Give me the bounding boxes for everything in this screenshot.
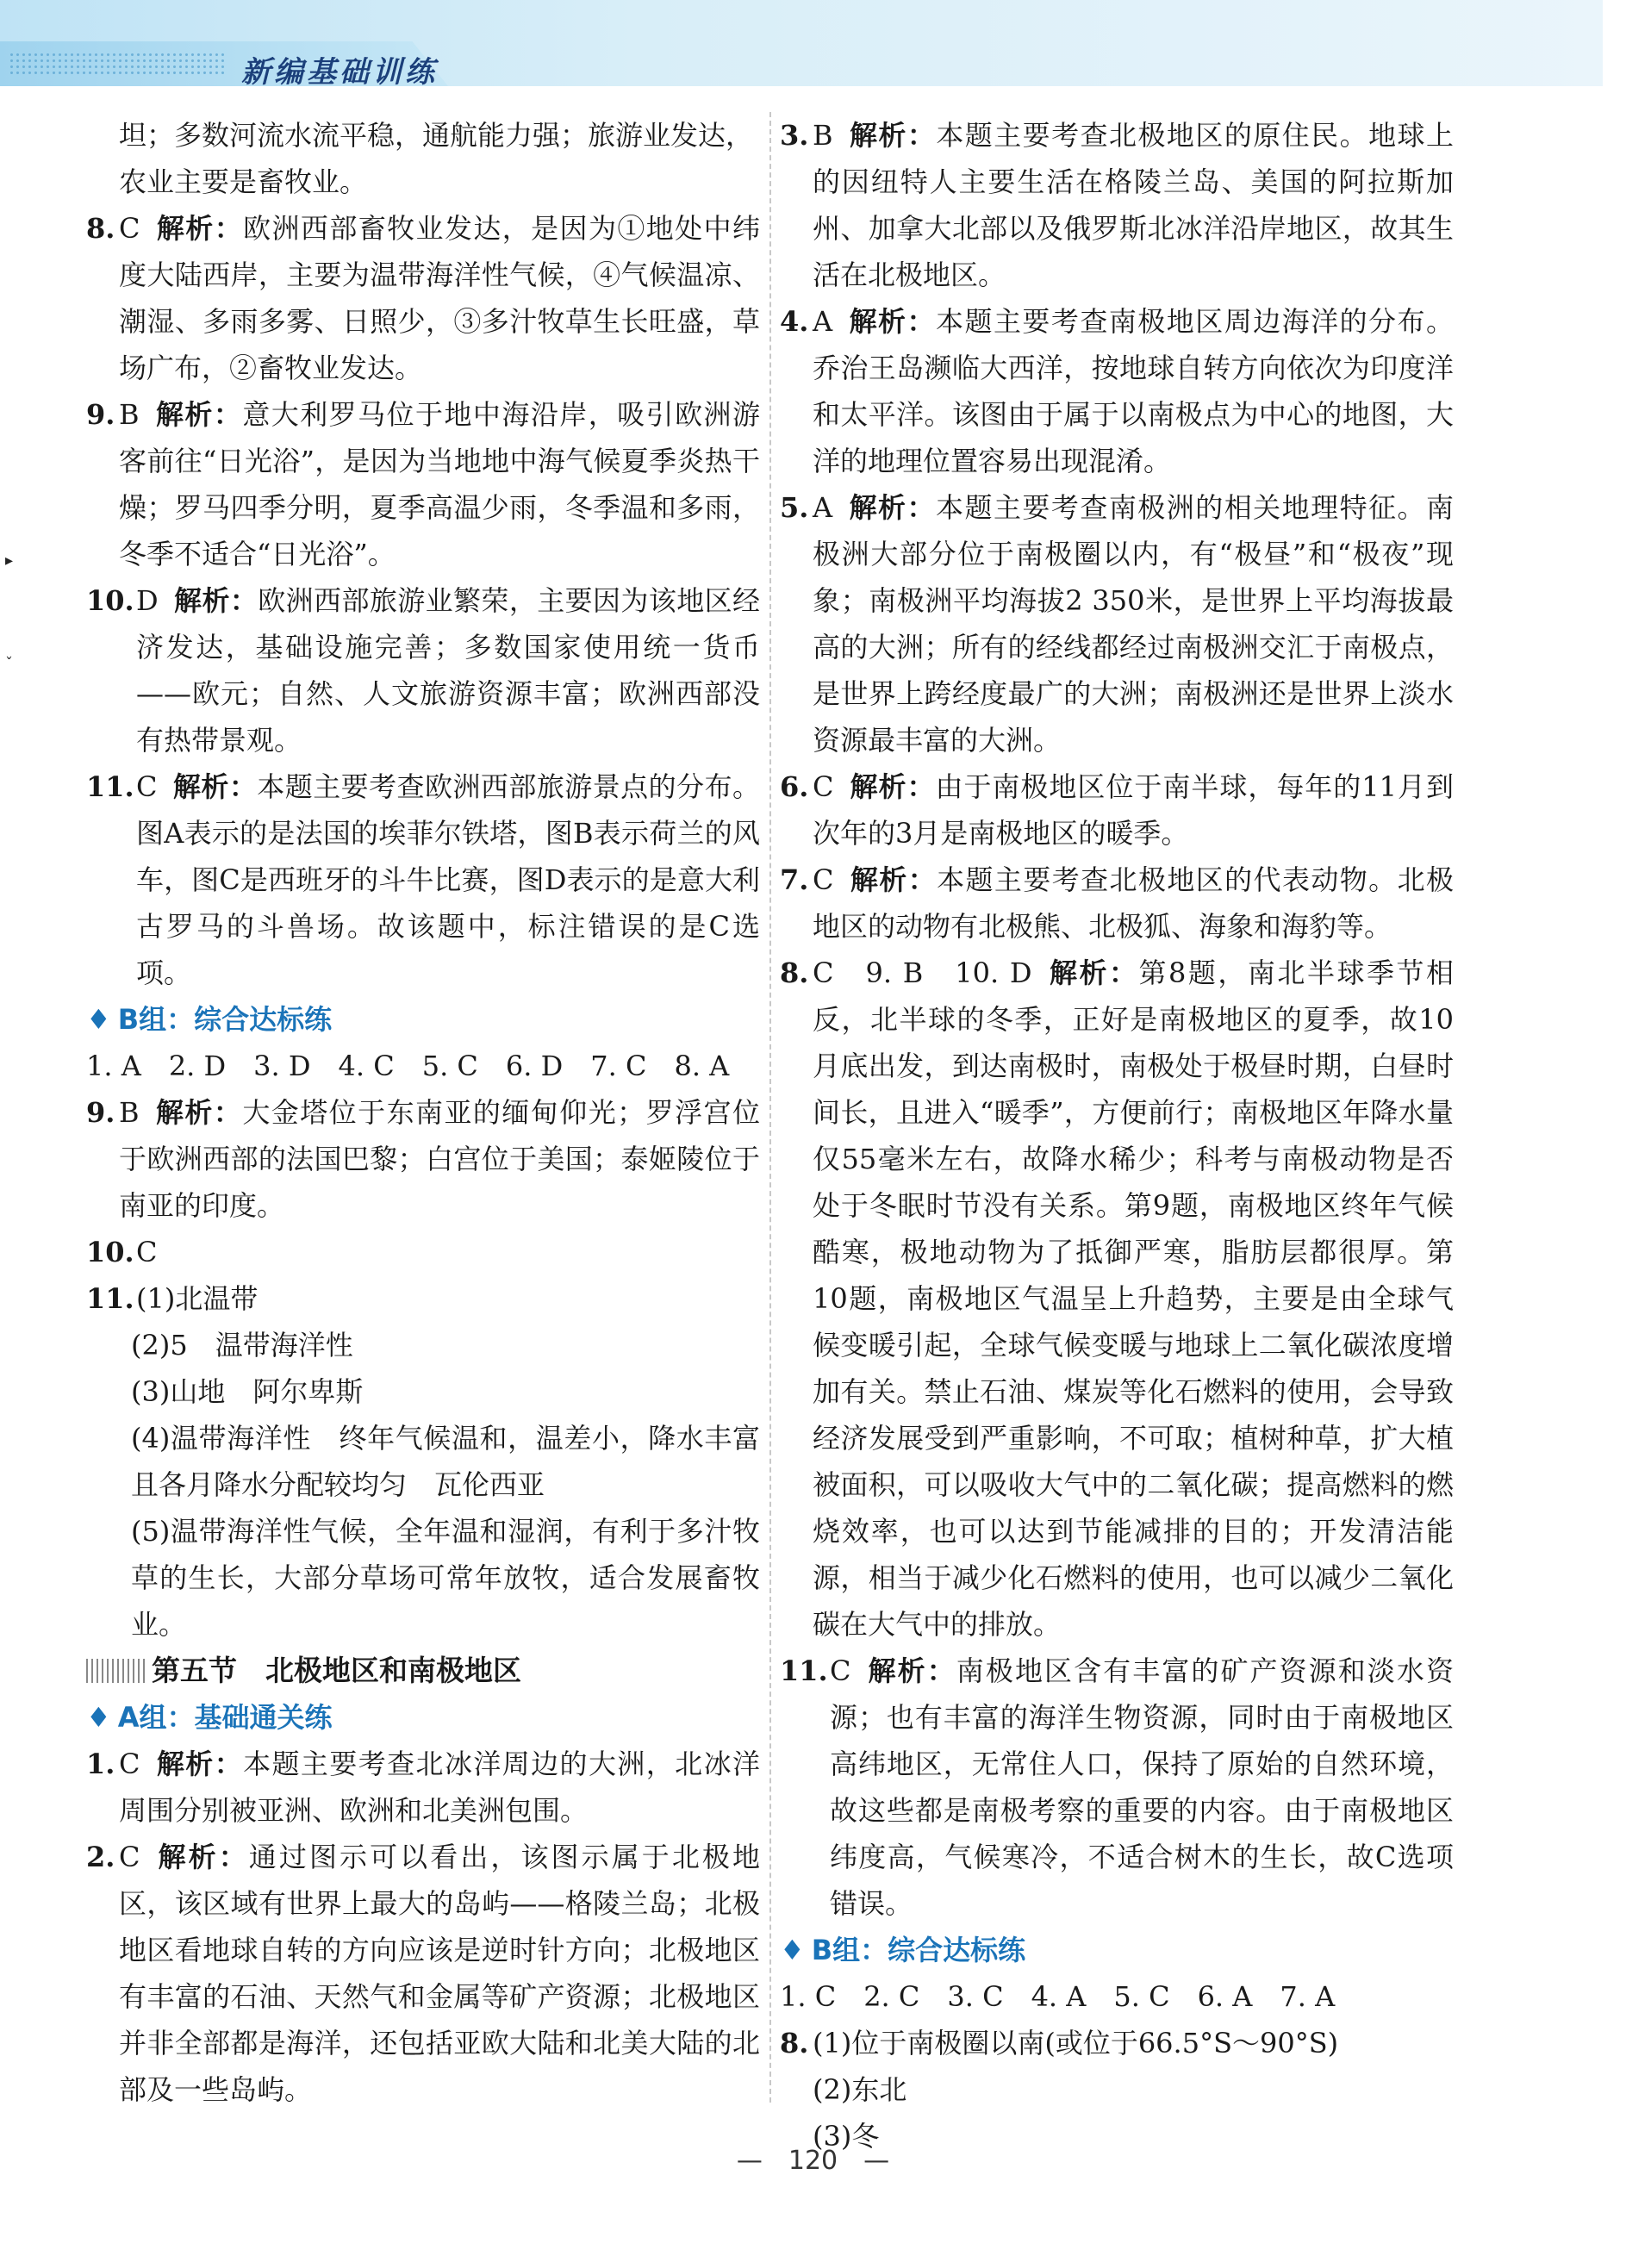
analysis-label: 解析：	[154, 1096, 243, 1129]
group-a-heading: ♦ A组：基础通关练	[86, 1701, 333, 1734]
analysis-label: 解析：	[1047, 956, 1139, 989]
answer-entry-a1	[86, 1741, 760, 1834]
sub-answer: (3)山地 阿尔卑斯	[131, 1375, 364, 1408]
answer-choice: B	[813, 119, 833, 152]
sub-answer: (5)温带海洋性气候，全年温和湿润，有利于多汁牧草的生长，大部分草场可常年放牧，适合发展畜牧业。	[131, 1515, 760, 1641]
answer-entry-4	[780, 298, 1454, 484]
analysis-text: 欧洲西部畜牧业发达，是因为①地处中纬度大陆西岸，主要为温带海洋性气候，④气候温凉、潮湿、多雨多雾、日照少，③多汁牧草生长旺盛，草场广布，②畜牧业发达。	[119, 212, 760, 384]
analysis-text: 本题主要考查北冰洋周边的大洲，北冰洋周围分别被亚洲、欧洲和北美洲包围。	[119, 1748, 760, 1827]
diamond-icon: ♦	[780, 1934, 805, 1966]
question-number: 11.	[86, 770, 134, 803]
sub-answer: (2)5 温带海洋性	[131, 1329, 353, 1361]
answer-choice: C	[119, 1748, 140, 1780]
question-number: 5.	[780, 491, 809, 524]
diamond-icon: ♦	[86, 1003, 111, 1036]
quick-answers: 1. C 2. C 3. C 4. A 5. C 6. A 7. A	[780, 1980, 1336, 2013]
right-column	[780, 112, 1454, 2159]
answer-choice: C	[813, 863, 834, 896]
sub-answer: (1)北温带	[136, 1282, 259, 1315]
question-number: 8.	[780, 956, 809, 989]
margin-mark: ▸	[5, 551, 14, 570]
analysis-label: 解析：	[848, 305, 936, 338]
answer-choice: C	[136, 770, 158, 803]
answer-entry-b11	[86, 1275, 760, 1322]
answer-entry-a2	[86, 1834, 760, 2113]
page-dash: —	[838, 2146, 890, 2176]
answer-entry-10	[86, 577, 760, 763]
analysis-text: 本题主要考查北极地区的原住民。地球上的因纽特人主要生活在格陵兰岛、美国的阿拉斯加州、加拿大北部以及俄罗斯北冰洋沿岸地区，故其生活在北极地区。	[813, 119, 1454, 291]
page-dash: —	[736, 2146, 788, 2176]
column-divider	[769, 112, 771, 2103]
sub-answer: (4)温带海洋性 终年气候温和，温差小，降水丰富且各月降水分配较均匀 瓦伦西亚	[131, 1422, 760, 1501]
analysis-label: 解析：	[155, 1841, 249, 1873]
question-number: 2.	[86, 1841, 115, 1873]
answer-choice: C	[136, 1236, 158, 1268]
question-number: 4.	[780, 305, 809, 338]
analysis-label: 解析：	[154, 398, 243, 431]
analysis-text: 欧洲西部旅游业繁荣，主要因为该地区经济发达，基础设施完善；多数国家使用统一货币——欧元；自然、人文旅游资源丰富；欧洲西部没有热带景观。	[136, 584, 760, 757]
analysis-text: 本题主要考查北极地区的代表动物。北极地区的动物有北极熊、北极狐、海象和海豹等。	[813, 863, 1454, 943]
analysis-text: 本题主要考查欧洲西部旅游景点的分布。图A表示的是法国的埃菲尔铁塔，图B表示荷兰的风车，图C是西班牙的斗牛比赛，图D表示的是意大利古罗马的斗兽场。故该题中，标注错误的是C选项。	[136, 770, 760, 989]
answer-choice: A	[813, 305, 833, 338]
answer-choice: C	[830, 1654, 851, 1687]
header-dots-decoration	[9, 52, 224, 76]
question-number: 9.	[86, 1096, 115, 1129]
answer-choice: C	[119, 1841, 140, 1873]
answer-entry-8	[86, 205, 760, 391]
margin-mark: ˇ	[5, 655, 13, 673]
analysis-label: 解析：	[172, 770, 258, 803]
analysis-label: 解析：	[849, 863, 938, 896]
answer-choice: A	[813, 491, 833, 524]
answer-choice: C 9. B 10. D	[813, 956, 1032, 989]
question-number: 11.	[86, 1282, 134, 1315]
analysis-label: 解析：	[866, 1654, 956, 1687]
analysis-text: 通过图示可以看出，该图示属于北极地区，该区域有世界上最大的岛屿——格陵兰岛；北极地区看地球自转的方向应该是逆时针方向；北极地区有丰富的石油、天然气和金属等矿产资源；北极地区并非全部都是海洋，还包括亚欧大陆和北美大陆的北部及一些岛屿。	[119, 1841, 760, 2106]
diamond-icon: ♦	[86, 1701, 111, 1734]
analysis-label: 解析：	[155, 212, 244, 245]
book-series-title: 新编基础训练	[241, 55, 438, 90]
answer-choice: C	[119, 212, 140, 245]
answer-entry-7	[780, 857, 1454, 950]
answer-entry-9	[86, 391, 760, 577]
continued-text: 坦；多数河流水流平稳，通航能力强；旅游业发达，农业主要是畜牧业。	[119, 119, 754, 198]
answer-entry-6	[780, 763, 1454, 857]
analysis-text: 第8题，南北半球季节相反，北半球的冬季，正好是南极地区的夏季，故10月底出发，到达南极时，南极处于极昼时期，白昼时间长，且进入“暖季”，方便前行；南极地区年降水量仅55毫米左右，故降水稀少；科考与南极动物是否处于冬眠时节没有关系。第9题，南极地区终年气候酷寒，极地动物为了抵御严寒，脂肪层都很厚。第10题，南极地区气温呈上升趋势，主要是由全球气候变暖引起，全球气候变暖与地球上二氧化碳浓度增加有关。禁止石油、煤炭等化石燃料的使用，会导致经济发展受到严重影响，不可取；植树种草，扩大植被面积，可以吸收大气中的二氧化碳；提高燃料的燃烧效率，也可以达到节能减排的目的；开发清洁能源，相当于减少化石燃料的使用，也可以减少二氧化碳在大气中的排放。	[813, 956, 1454, 1641]
question-number: 8.	[780, 2027, 809, 2059]
left-column	[86, 112, 760, 2113]
quick-answers: 1. A 2. D 3. D 4. C 5. C 6. D 7. C 8. A	[86, 1050, 730, 1082]
answer-entry-11	[780, 1648, 1454, 1927]
section-bars-decoration	[86, 1659, 146, 1683]
question-number: 7.	[780, 863, 809, 896]
question-number: 3.	[780, 119, 809, 152]
question-number: 10.	[86, 1236, 134, 1268]
answer-choice: D	[136, 584, 159, 617]
analysis-text: 本题主要考查南极洲的相关地理特征。南极洲大部分位于南极圈以内，有“极昼”和“极夜”现象；南极洲平均海拔2 350米，是世界上平均海拔最高的大洲；所有的经线都经过南极洲交汇于南极点，是世界上跨经度最广的大洲；南极洲还是世界上淡水资源最丰富的大洲。	[813, 491, 1454, 757]
group-b-heading: ♦ B组：综合达标练	[86, 1003, 333, 1036]
answer-entry-11	[86, 763, 760, 996]
answer-entry-5	[780, 484, 1454, 763]
group-b-heading: ♦ B组：综合达标练	[780, 1934, 1026, 1966]
section-heading: 第五节 北极地区和南极地区	[86, 1648, 760, 1694]
answer-entry-8-10	[780, 950, 1454, 1648]
analysis-label: 解析：	[155, 1748, 244, 1780]
question-number: 10.	[86, 584, 134, 617]
answer-entry-b10	[86, 1229, 760, 1275]
answer-entry-b9	[86, 1089, 760, 1229]
question-number: 11.	[780, 1654, 828, 1687]
sub-answer: (1)位于南极圈以南(或位于66.5°S～90°S)	[813, 2027, 1339, 2059]
question-number: 9.	[86, 398, 115, 431]
analysis-text: 意大利罗马位于地中海沿岸，吸引欧洲游客前往“日光浴”，是因为当地地中海气候夏季炎热干燥；罗马四季分明，夏季高温少雨，冬季温和多雨，冬季不适合“日光浴”。	[119, 398, 760, 570]
answer-choice: B	[119, 398, 140, 431]
question-number: 8.	[86, 212, 115, 245]
analysis-label: 解析：	[173, 584, 259, 617]
analysis-text: 大金塔位于东南亚的缅甸仰光；罗浮宫位于欧洲西部的法国巴黎；白宫位于美国；泰姬陵位于南亚的印度。	[119, 1096, 760, 1222]
analysis-label: 解析：	[848, 491, 936, 524]
analysis-label: 解析：	[848, 119, 937, 152]
answer-entry-b8	[780, 2020, 1454, 2066]
answer-entry-3	[780, 112, 1454, 298]
answer-choice: B	[119, 1096, 140, 1129]
question-number: 6.	[780, 770, 809, 803]
analysis-text: 本题主要考查南极地区周边海洋的分布。乔治王岛濒临大西洋，按地球自转方向依次为印度洋和太平洋。该图由于属于以南极点为中心的地图，大洋的地理位置容易出现混淆。	[813, 305, 1454, 477]
answer-choice: C	[813, 770, 834, 803]
sub-answer: (3)冬	[813, 2120, 880, 2153]
analysis-text: 南极地区含有丰富的矿产资源和淡水资源；也有丰富的海洋生物资源，同时由于南极地区高纬地区，无常住人口，保持了原始的自然环境，故这些都是南极考察的重要的内容。由于南极地区纬度高，气候寒冷，不适合树木的生长，故C选项错误。	[830, 1654, 1454, 1920]
sub-answer: (2)东北	[813, 2073, 907, 2106]
analysis-label: 解析：	[849, 770, 936, 803]
analysis-text: 由于南极地区位于南半球，每年的11月到次年的3月是南极地区的暖季。	[813, 770, 1454, 850]
page-number: — 120 —	[736, 2146, 890, 2176]
question-number: 1.	[86, 1748, 115, 1780]
